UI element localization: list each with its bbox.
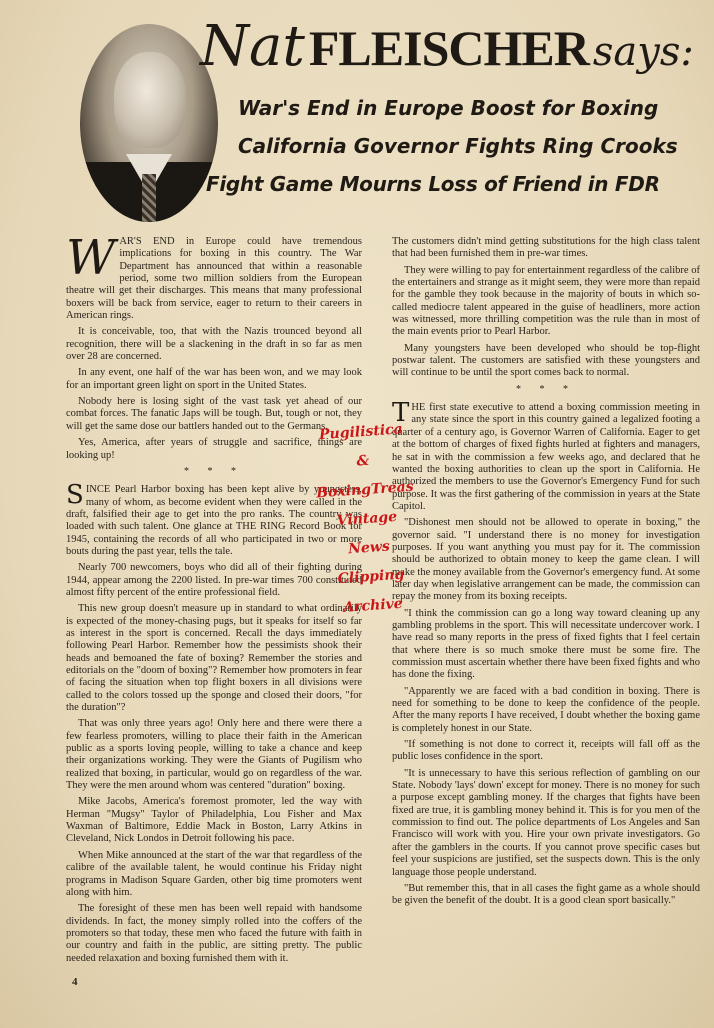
watermark-line: Vintage: [336, 508, 398, 530]
title-says: says:: [592, 29, 694, 75]
watermark-line: News: [347, 538, 391, 558]
watermark-line: &: [356, 452, 370, 470]
right-column: [392, 236, 700, 912]
section-divider: * * *: [184, 465, 244, 477]
article-para: WAR'S END in Europe could have tremendous implications for boxing in this country. The War Department has announced that within a reasonable period, some two million soldiers from the European theatre will get their discharges. This means that many professional boxers will be back from service, eager to return to their careers in American rings.: [66, 230, 362, 322]
article-para: This new group doesn't measure up in standard to what ordinarily is expected of the money-chasing pugs, but it speaks for itself so far as interest in the sport is concerned. Recall the days immediately following Pearl Harbor. Remember how the pessimists shook their heads and bemoaned the fate of boxing? Remember the stories and editorials on the "doom of boxing"? Remember how promoters in fear of facing the situation when top flight boxers in all divisions were called to the colors tossed up the sponge and closed their doors, "for the duration"?: [66, 603, 362, 714]
left-column: [66, 230, 362, 969]
portrait-photo: [80, 24, 218, 222]
portrait-face: [114, 52, 186, 148]
article-para: It is conceivable, too, that with the Nazis trounced beyond all recognition, there will be a slackening in the draft in so far as men over 28 are concerned.: [66, 326, 362, 363]
article-para: "I think the commission can go a long way toward cleaning up any gambling problems in the sport. This will necessitate undercover work. I have read so many reports in the press of fixed fights that I feel certain that where there is so much smoke there must be some fire. The commission must ascertain whether there have been fixed fights and who has done the fixing.: [392, 607, 700, 681]
article-para: Yes, America, after years of struggle and sacrifice, things are looking up!: [66, 437, 362, 461]
article-para: "Dishonest men should not be allowed to operate in boxing," the governor said. "I understand there is no money for investigation purposes. If you want anything you must pay for it. The commission should be authorized to obtain money to keep the game clean. I will make the money available from the Governor's emergency fund. At some later day when legislative arrangement can be made, the commission can repay the money from its boxing receipts.: [392, 517, 700, 603]
article-para: SINCE Pearl Harbor boxing has been kept alive by youngsters, many of whom, as become evident when they were called in the draft, falsified their age to get into the pro ranks. The country was loaded with such talent. One glance at THE RING Record Book for 1945, containing the records of all who participated in two or more bouts during the past year, tells the tale.: [66, 480, 362, 557]
page-number: 4: [72, 976, 78, 988]
article-para: When Mike announced at the start of the war that regardless of the calibre of the available talent, he would continue his Friday night programs in Madison Square Garden, other big time promoters went along with him.: [66, 849, 362, 898]
article-para: In any event, one half of the war has been won, and we may look for an important green light on sport in the United States.: [66, 367, 362, 391]
drop-cap: W: [66, 230, 116, 286]
headline-1: War's End in Europe Boost for Boxing: [238, 96, 659, 120]
headline-2: California Governor Fights Ring Crooks: [238, 134, 678, 158]
watermark-line: Archive: [342, 595, 404, 616]
drop-cap: T: [392, 398, 410, 429]
watermark-line: BoxingTreas: [315, 478, 415, 502]
article-para: Mike Jacobs, America's foremost promoter, led the way with Herman "Mugsy" Taylor of Philadelphia, Lou Fisher and Max Waxman of Baltimore, Eddie Mack in Boston, Larry Atkins in Cleveland, Nick Londos in Detroit following his pace.: [66, 796, 362, 845]
drop-cap: S: [66, 480, 84, 511]
page-title: [200, 14, 700, 94]
headline-3: Fight Game Mourns Loss of Friend in FDR: [206, 172, 660, 196]
article-para: THE first state executive to attend a boxing commission meeting in any state since the sport in this country gained a legalized footing a quarter of a century ago, is Governor Warren of California. Eager to get at the bottom of charges of fixed fights hurled at fighters and managers, he sat in with the commission a few weeks ago, and declared that he wanted the boxing authorities to clean up the sport in California. He authorized the members to use the Governor's Emergency Fund for such purpose. It was the first gathering of the commission in years at the State Capitol.: [392, 398, 700, 512]
article-para: They were willing to pay for entertainment regardless of the calibre of the entertainers and strange as it might seem, they were more than repaid for the gamble they took because in the majority of bouts in which so-called mediocre talent appeared in the guise of headliners, more action was witnessed, more thrilling competition was the rule than in most of the main events prior to Pearl Harbor.: [392, 264, 700, 338]
title-script: Nat: [200, 14, 305, 79]
article-para: Nearly 700 newcomers, boys who did all of their fighting during 1944, appear among the 2200 listed. In pre-war times 700 constituted almost fifty percent of the entire professional field.: [66, 562, 362, 598]
section-divider: * * *: [516, 383, 576, 395]
watermark-line: Clipping: [337, 566, 405, 588]
title-name: FLEISCHER: [308, 20, 589, 76]
watermark-line: Pugilistica: [318, 421, 404, 444]
article-para: "If something is not done to correct it, receipts will fall off as the public loses confidence in the sport.: [392, 739, 700, 763]
article-para: "It is unnecessary to have this serious reflection of gambling on our State. Nobody 'lays' down' except for money. There is no money for such a purpose except gambling money. If the charges that fights have been fixed are true, it is gambling money behind it. This is for you men of the commission to find out. The police departments of Los Angeles and San Francisco will work with you. Hire your own private investigators. Go after the gamblers in the courts. If you cannot prove specific cases but feel your suspicions are justified, set the suspects down. This is the only language those people understand.: [392, 767, 700, 878]
article-para: That was only three years ago! Only here and there were there a few fearless promoters, willing to place their faith in the American public as a sports loving people, willing to take a chance and keep their organizations working. They were the Giants of Pugilism who realized that boxing, in particular, would go on regardless of the war. They were the men around whom was centered "duration" boxing.: [66, 718, 362, 792]
portrait-tie: [142, 174, 156, 222]
article-para: "But remember this, that in all cases the fight game as a whole should be given the benefit of the doubt. It is a good clean sport basically.": [392, 882, 700, 907]
article-para: The customers didn't mind getting substitutions for the high class talent that had been furnished them in pre-war times.: [392, 236, 700, 260]
article-para: The foresight of these men has been well repaid with handsome dividends. In fact, the money simply rolled into the coffers of the promoters so that today, these men who faced the future with faith in our country and faith in the public, are sitting pretty. The public needed relaxation and boxing furnished them with it.: [66, 903, 362, 964]
article-para: Many youngsters have been developed who should be top-flight postwar talent. The customers are satisfied with these youngsters and will continue to be until the sport comes back to normal.: [392, 342, 700, 379]
article-para: Nobody here is losing sight of the vast task yet ahead of our combat forces. The fanatic Japs will be tough. But, tough or not, they will get the same dose our battlers handed out to the Germans.: [66, 396, 362, 432]
article-para: "Apparently we are faced with a bad condition in boxing. There is need for something to be done to keep the confidence of the people. After the many reports I have received, I doubt whether the boxing game is completely honest in our State.: [392, 685, 700, 734]
